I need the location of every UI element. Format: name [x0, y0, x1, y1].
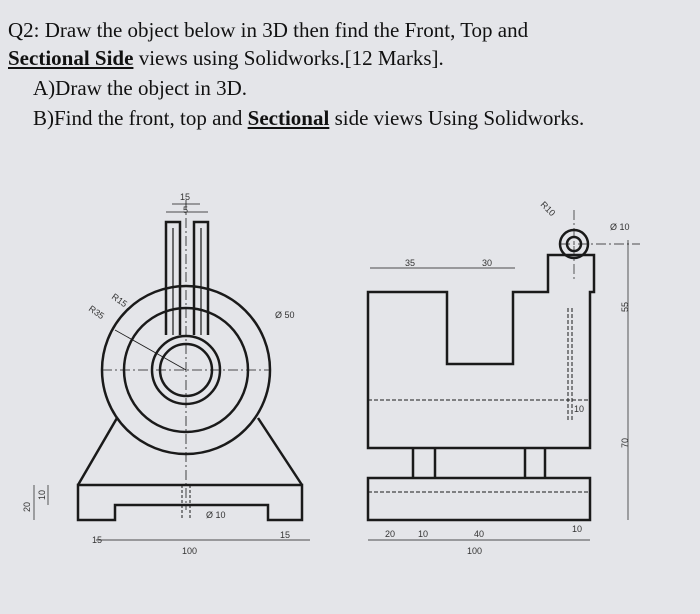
dim-10-right: 10 — [418, 529, 429, 539]
dim-15-right: 15 — [280, 530, 291, 540]
dim-5-top: 5 — [183, 205, 189, 215]
dim-40: 40 — [474, 529, 485, 539]
sectional-underlined: Sectional — [247, 106, 330, 130]
question-line-1: Q2: Draw the object below in 3D then find the Front, Top and — [8, 18, 529, 42]
part-b-suffix: side views Using Solidworks. — [329, 106, 585, 130]
dim-10-far-right: 10 — [572, 524, 583, 534]
dim-20: 20 — [22, 501, 32, 512]
dim-100-left: 100 — [182, 546, 198, 556]
dim-15-left: 15 — [92, 535, 103, 545]
dim-55: 55 — [620, 301, 630, 312]
label-dia-10: Ø 10 — [206, 510, 226, 520]
label-r35: R35 — [86, 303, 107, 322]
sectional-side-underlined: Sectional Side — [8, 46, 134, 70]
dim-100-right: 100 — [467, 546, 483, 556]
dim-15-top: 15 — [180, 192, 191, 202]
question-line-2-rest: views using Solidworks.[12 Marks]. — [133, 46, 444, 70]
part-b-prefix: B)Find the front, top and — [33, 106, 248, 130]
label-r15: R15 — [109, 291, 130, 310]
dim-20-right: 20 — [385, 529, 396, 539]
front-view-drawing — [34, 200, 310, 540]
dim-30: 30 — [482, 258, 493, 268]
label-r10: R10 — [538, 199, 558, 219]
front-view-dimensions — [22, 192, 295, 556]
label-dia-10-right: Ø 10 — [610, 222, 630, 232]
dim-10: 10 — [37, 489, 47, 500]
engineering-drawing — [0, 150, 700, 614]
question-part-a: A)Draw the object in 3D. — [33, 76, 248, 100]
question-line-2 — [8, 46, 444, 71]
side-view-dimensions — [385, 199, 630, 556]
dim-35: 35 — [405, 258, 416, 268]
question-part-b — [33, 106, 584, 131]
dim-70: 70 — [620, 437, 630, 448]
label-dia-50: Ø 50 — [275, 310, 295, 320]
dim-10-mid: 10 — [574, 404, 585, 414]
